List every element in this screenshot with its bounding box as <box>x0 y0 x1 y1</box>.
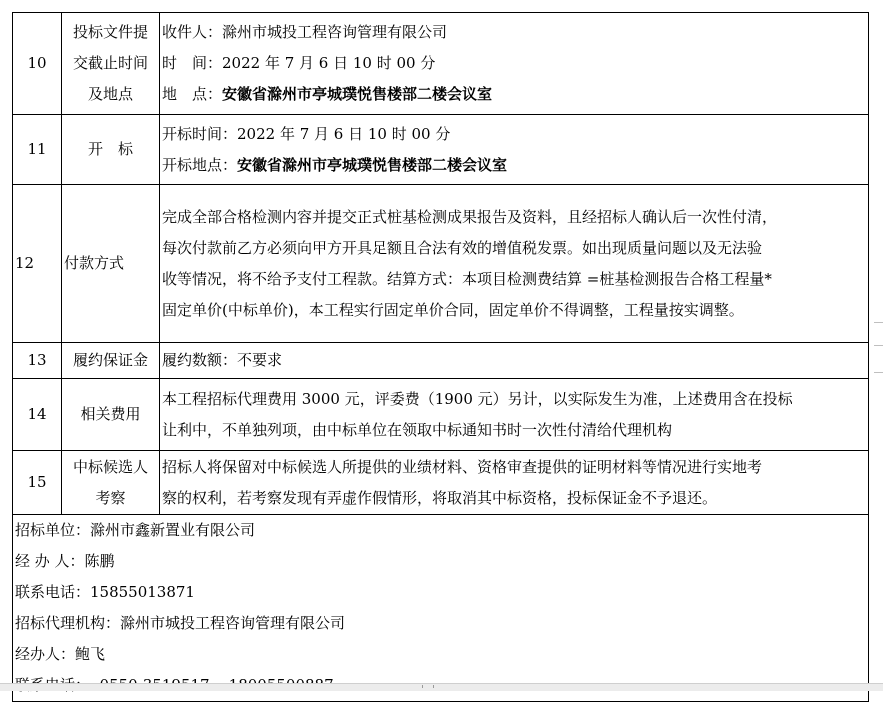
table-row <box>13 185 869 343</box>
opening-location-text: 安徽省滁州市亭城璞悦售楼部二楼会议室 <box>237 155 508 174</box>
tenderer-handler: 经 办 人：陈鹏 <box>15 552 115 570</box>
fee-line: 本工程招标代理费用 3000 元，评委费（1900 元）另计，以实际发生为准，上述费用含在投标 <box>162 389 793 408</box>
row-number: 14 <box>13 379 62 451</box>
location-text: 安徽省滁州市亭城璞悦售楼部二楼会议室 <box>222 85 493 103</box>
row-label-line: 交截止时间 <box>72 54 148 72</box>
location-prefix: 地 点： <box>162 85 223 103</box>
tenderer-unit: 招标单位：滁州市鑫新置业有限公司 <box>15 521 256 539</box>
contact-footer <box>13 515 869 702</box>
row-content <box>160 115 869 185</box>
row-number: 12 <box>13 185 62 343</box>
scrollbar-marker <box>874 372 883 373</box>
row-label-line: 投标文件提 <box>72 23 148 41</box>
row-label: 相关费用 <box>62 379 160 451</box>
payment-line: 每次付款前乙方必须向甲方开具足额且合法有效的增值税发票。如出现质量问题以及无法验 <box>162 238 763 257</box>
row-content <box>160 451 869 515</box>
inspection-line: 招标人将保留对中标候选人所提供的业绩材料、资格审查提供的证明材料等情况进行实地考 <box>162 457 763 476</box>
row-number: 11 <box>13 115 62 185</box>
scrollbar-grip-icon[interactable] <box>422 685 434 688</box>
opening-location-prefix: 开标地点： <box>162 155 238 174</box>
row-number: 13 <box>13 343 62 379</box>
scrollbar-marker <box>874 345 883 346</box>
fee-line: 让利中，不单独列项，由中标单位在领取中标通知书时一次性付清给代理机构 <box>162 420 673 439</box>
row-content <box>160 379 869 451</box>
table-row <box>13 379 869 451</box>
row-label: 履约保证金 <box>62 343 160 379</box>
row-label: 付款方式 <box>62 185 160 343</box>
table-row <box>13 451 869 515</box>
table-row <box>13 343 869 379</box>
agency-handler: 经办人：鲍飞 <box>15 645 106 663</box>
payment-line: 收等情况，将不给予支付工程款。结算方式：本项目检测费结算 =桩基检测报告合格工程量* <box>162 269 772 288</box>
contact-footer-row <box>13 515 869 702</box>
row-label-line: 中标候选人 <box>72 457 148 476</box>
row-label <box>62 451 160 515</box>
payment-line: 完成全部合格检测内容并提交正式桩基检测成果报告及资料，且经招标人确认后一次性付清， <box>162 207 778 226</box>
recipient-text: 收件人：滁州市城投工程咨询管理有限公司 <box>162 23 448 41</box>
payment-line: 固定单价(中标单价)，本工程实行固定单价合同，固定单价不得调整，工程量按实调整。 <box>162 300 744 319</box>
location-line <box>162 79 866 110</box>
row-label <box>62 13 160 115</box>
row-label-line: 及地点 <box>87 85 133 103</box>
table-row <box>13 13 869 115</box>
opening-location-line <box>162 150 866 181</box>
row-number: 10 <box>13 13 62 115</box>
row-label-line: 考察 <box>95 488 126 507</box>
bid-info-table <box>12 12 869 702</box>
row-label: 开 标 <box>62 115 160 185</box>
opening-time-text: 开标时间：2022 年 7 月 6 日 10 时 00 分 <box>162 124 451 143</box>
scrollbar-marker <box>874 322 883 323</box>
deadline-text: 时 间：2022 年 7 月 6 日 10 时 00 分 <box>162 54 436 72</box>
row-content <box>160 13 869 115</box>
table-row <box>13 115 869 185</box>
tenderer-phone: 联系电话：15855013871 <box>15 583 195 601</box>
row-content: 履约数额：不要求 <box>160 343 869 379</box>
row-number: 15 <box>13 451 62 515</box>
agency-name: 招标代理机构：滁州市城投工程咨询管理有限公司 <box>15 614 346 632</box>
row-content <box>160 185 869 343</box>
inspection-line: 察的权利，若考察发现有弄虚作假情形，将取消其中标资格，投标保证金不予退还。 <box>162 488 718 507</box>
